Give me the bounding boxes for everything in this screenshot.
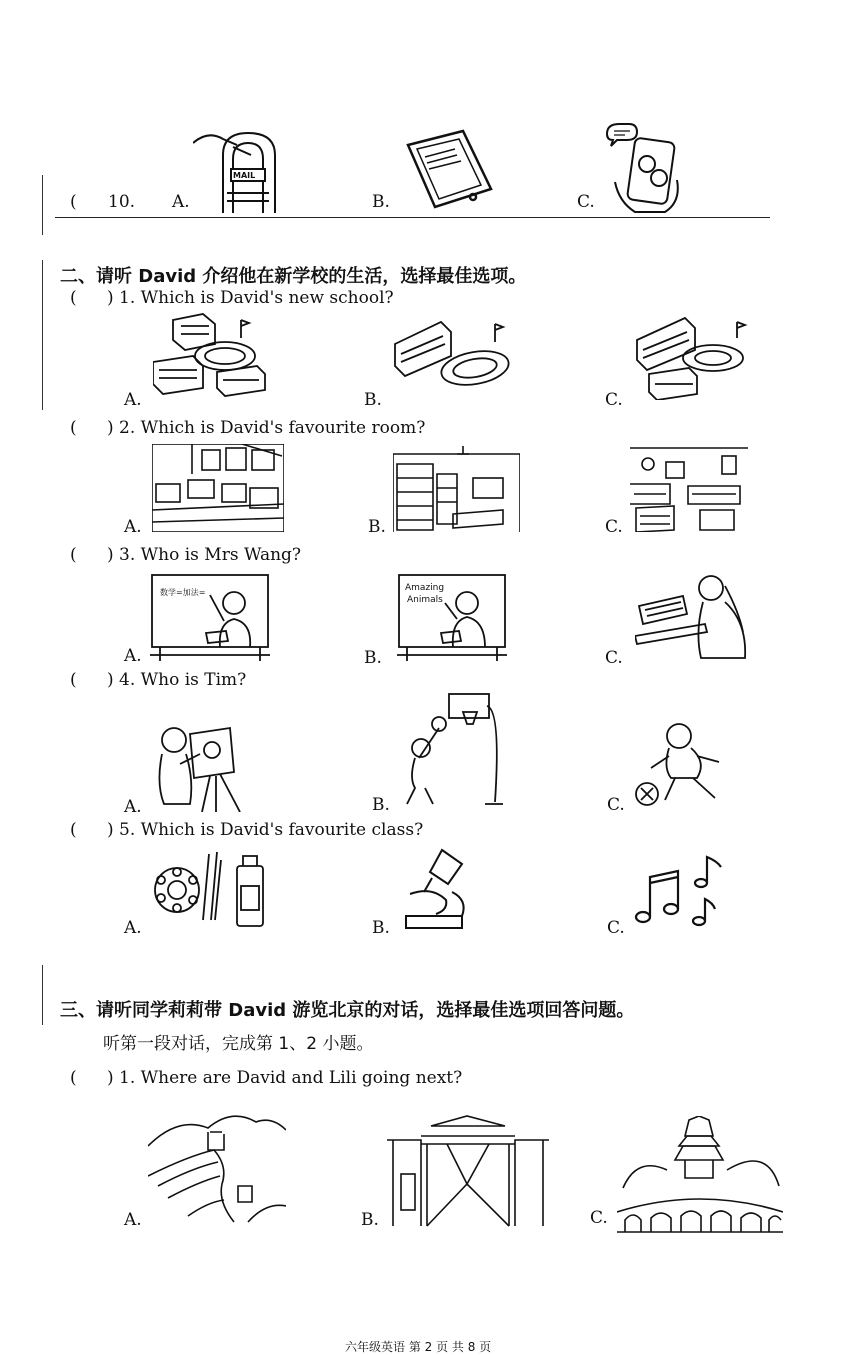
section3-title: 三、请听同学莉莉带 David 游览北京的对话，选择最佳选项回答问题。 [60,1000,635,1021]
board-a-text: 数学=加法= [160,588,206,597]
smartphone-message-image [403,127,495,212]
video-call-phone-image [605,122,693,215]
section3-instruction: 听第一段对话，完成第 1、2 小题。 [103,1034,374,1054]
art-supplies-image [153,850,273,930]
music-room-image [630,444,748,532]
boy-football-image [635,722,727,808]
board-b-line2: Animals [407,595,443,605]
s2-q1-option-a[interactable]: A. [124,390,142,410]
summer-palace-image [617,1116,783,1234]
computer-room-image [152,444,284,532]
s2-q1-text: ) 1. Which is David's new school? [107,288,394,308]
q10-bracket-open: ( [70,192,77,212]
q10-option-c[interactable]: C. [577,192,595,212]
q10-option-a[interactable]: A. [172,192,190,212]
board-b-line1: Amazing [405,583,445,593]
margin-line [42,260,43,410]
school-c-image [633,310,748,400]
music-notes-image [633,855,728,927]
s2-q5-bracket: ( [70,820,77,840]
s2-q1-option-b[interactable]: B. [364,390,382,410]
s2-q4-text: ) 4. Who is Tim? [107,670,247,690]
s2-q5-text: ) 5. Which is David's favourite class? [107,820,424,840]
q10-option-b[interactable]: B. [372,192,390,212]
s2-q5-option-c[interactable]: C. [607,918,625,938]
s2-q2-option-b[interactable]: B. [368,517,386,537]
s2-q3-option-a[interactable]: A. [124,646,142,666]
street-gate-image [387,1114,549,1228]
great-wall-image [148,1106,286,1224]
s2-q5-option-b[interactable]: B. [372,918,390,938]
s3-q1-bracket: ( [70,1068,77,1088]
microscope-image [402,846,474,930]
q10-number: 10. [108,192,136,212]
s2-q4-option-b[interactable]: B. [372,795,390,815]
mail-label: MAIL [233,171,256,180]
boy-basketball-image [405,692,505,808]
s3-q1-option-c[interactable]: C. [590,1208,608,1228]
s2-q2-text: ) 2. Which is David's favourite room? [107,418,426,438]
section-divider [55,217,770,218]
s2-q1-bracket: ( [70,288,77,308]
s2-q3-option-c[interactable]: C. [605,648,623,668]
margin-line [42,175,43,235]
s2-q2-option-c[interactable]: C. [605,517,623,537]
school-a-image [153,310,268,400]
mailbox-image [193,125,305,215]
s2-q3-text: ) 3. Who is Mrs Wang? [107,545,302,565]
music-teacher-piano-image [635,572,747,664]
library-room-image [393,444,520,532]
s2-q3-option-b[interactable]: B. [364,648,382,668]
s3-q1-option-b[interactable]: B. [361,1210,379,1230]
s3-q1-option-a[interactable]: A. [124,1210,142,1230]
s2-q1-option-c[interactable]: C. [605,390,623,410]
science-teacher-image [397,573,507,663]
s2-q4-option-c[interactable]: C. [607,795,625,815]
s2-q4-option-a[interactable]: A. [124,797,142,817]
s3-q1-text: ) 1. Where are David and Lili going next? [107,1068,463,1088]
boy-painting-image [150,724,245,812]
s2-q5-option-a[interactable]: A. [124,918,142,938]
section2-title: 二、请听 David 介绍他在新学校的生活，选择最佳选项。 [60,266,527,287]
s2-q3-bracket: ( [70,545,77,565]
s2-q2-option-a[interactable]: A. [124,517,142,537]
math-teacher-image [150,573,270,663]
margin-line [42,965,43,1025]
page-footer: 六年级英语 第 2 页 共 8 页 [345,1340,492,1354]
s2-q2-bracket: ( [70,418,77,438]
school-b-image [393,310,513,400]
s2-q4-bracket: ( [70,670,77,690]
